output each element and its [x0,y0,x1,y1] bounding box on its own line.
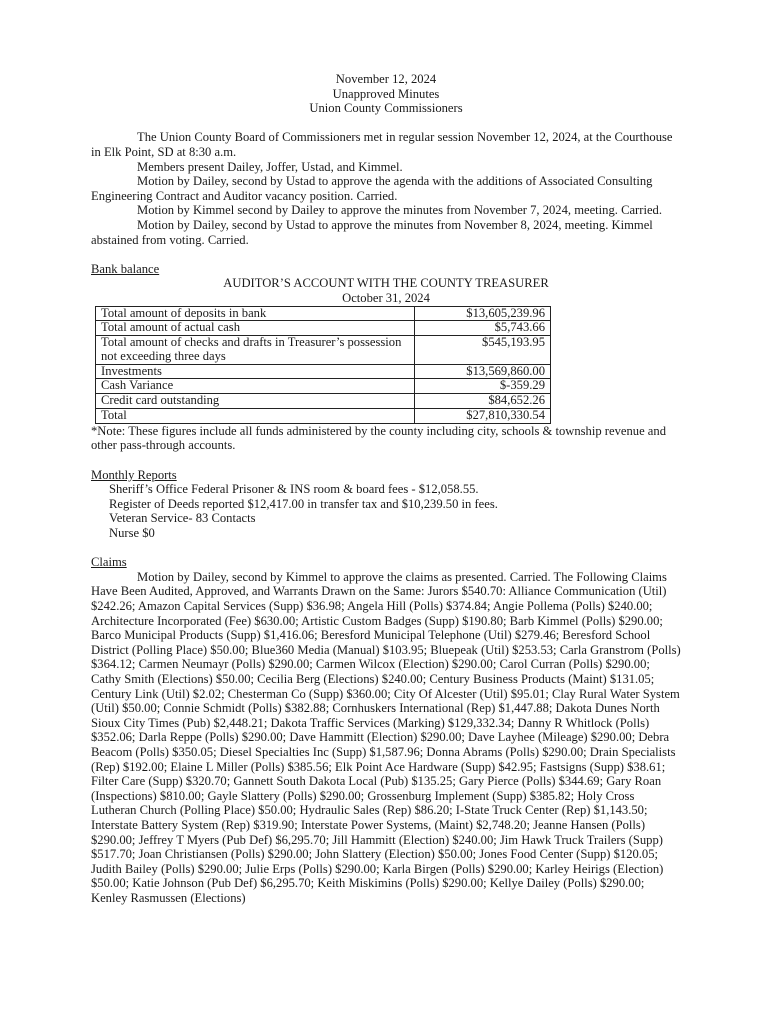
auditor-account-title: AUDITOR’S ACCOUNT WITH THE COUNTY TREASURER [223,276,549,291]
table-row [96,306,551,321]
row-amount: $13,605,239.96 [415,306,551,321]
row-label: Total [96,409,415,424]
table-row [96,394,551,409]
claims-motion: Motion by Dailey, second by Kimmel to approve the claims as presented. Carried. The Following Claims Have Been Audited, Approved, and Warrants Drawn on the Same: Jurors $540.70: Alliance Communication (Util) $242.26; Amazon Capital Services (Supp) $36.98; Angela Hill (Polls) $374.84; Angie Pollema (Polls) $240.00; Architecture Incorporated (Fee) $630.00; Artistic Custom Badges (Supp) $190.80; Barb Kimmel (Polls) $290.00; Barco Municipal Products (Supp) $1,416.06; Beresford Municipal Telephone (Util) $279.46; Beresford School District (Polling Place) $50.00; Blue360 Media (Manual) $103.95; Bluepeak (Util) $253.53; Carla Granstrom (Polls) $364.12; Carmen Neumayr (Polls) $290.00; Carmen Wilcox (Election) $290.00; Carol Curran (Polls) $290.00; Cathy Smith (Elections) $50.00; Cecilia Berg (Elections) $240.00; Century Business Products (Maint) $131.05; Century Link (Util) $2.02; Chesterman Co (Supp) $360.00; City Of Alcester (Util) $95.01; Clay Rural Water System (Util) $50.00; Connie Schmidt (Polls) $382.88; Cornhuskers International (Rep) $1,447.88; Dakota Dunes North Sioux City Times (Pub) $2,448.21; Dakota Traffic Services (Marking) $129,332.34; Danny R Whitlock (Polls) $352.06; Darla Reppe (Polls) $290.00; Dave Hammitt (Election) $290.00; Dave Layhee (Mileage) $290.00; Debra Beacom (Polls) $350.05; Diesel Specialties Inc (Supp) $1,587.96; Donna Abrams (Polls) $290.00; Drain Specialists (Rep) $192.00; Elaine L Miller (Polls) $385.56; Elk Point Ace Hardware (Supp) $42.95; Fastsigns (Supp) $38.61; Filter Care (Supp) $320.70; Gannett South Dakota Local (Pub) $135.25; Gary Pierce (Polls) $344.69; Gary Roan (Inspections) $810.00; Gayle Slattery (Polls) $290.00; Grossenburg Implement (Supp) $385.82; Holy Cross Lutheran Church (Polling Place) $50.00; Hydraulic Sales (Rep) $86.20; I-State Truck Center (Rep) $1,143.50; Interstate Battery System (Rep) $319.90; Interstate Power Systems, (Maint) $2,748.20; Jeanne Hansen (Polls) $290.00; Jeffrey T Myers (Pub Def) $6,295.70; Jill Hammitt (Election) $240.00; Jim Hawk Truck Trailers (Supp) $517.70; Joan Christiansen (Polls) $290.00; John Slattery (Election) $50.00; Jones Food Center (Supp) $120.05; Judith Bailey (Polls) $290.00; Julie Erps (Polls) $290.00; Karla Birgen (Polls) $290.00; Karley Heirigs (Election) $50.00; Katie Johnson (Pub Def) $6,295.70; Keith Miskimins (Polls) $290.00; Kellye Dailey (Polls) $290.00; Kenley Rasmussen (Elections) [91,569,681,905]
members-present: Members present Dailey, Joffer, Ustad, and Kimmel. [137,159,403,174]
row-label: Total amount of checks and drafts in Treasurer’s possession not exceeding three days [96,336,415,365]
table-row [96,336,551,365]
monthly-reports-title: Monthly Reports [91,467,177,482]
table-row [96,321,551,336]
row-amount: $545,193.95 [415,336,551,365]
veteran-service-report: Veteran Service- 83 Contacts [109,511,256,526]
minutes-motion-nov8: Motion by Dailey, second by Ustad to approve the minutes from November 8, 2024, meeting. Kimmel abstained from voting. Carried. [91,217,653,247]
row-amount: $-359.29 [415,379,551,394]
row-label: Total amount of actual cash [96,321,415,336]
row-amount: $84,652.26 [415,394,551,409]
auditor-account-date: October 31, 2024 [342,290,430,305]
agenda-motion: Motion by Dailey, second by Ustad to approve the agenda with the additions of Associated Consulting Engineering Contract and Auditor vacancy position. Carried. [91,174,653,203]
claims-section [91,555,681,905]
bank-balance-section [91,262,681,453]
minutes-motion-nov7: Motion by Kimmel second by Dailey to approve the minutes from November 7, 2024, meeting. Carried. [137,203,662,218]
intro-paragraph: The Union County Board of Commissioners met in regular session November 12, 2024, at the Courthouse in Elk Point, SD at 8:30 a.m. [91,130,673,159]
table-row [96,379,551,394]
row-label: Cash Variance [96,379,415,394]
row-label: Credit card outstanding [96,394,415,409]
document-page [91,72,681,905]
intro-section [91,130,681,247]
bank-note: *Note: These figures include all funds administered by the county including city, schools & township revenue and other pass-through accounts. [91,423,666,453]
document-header [91,72,681,116]
table-row [96,409,551,424]
sheriff-report: Sheriff’s Office Federal Prisoner & INS room & board fees - $12,058.55. [109,482,479,497]
nurse-report: Nurse $0 [109,526,155,541]
table-row [96,364,551,379]
meeting-date: November 12, 2024 [335,72,437,86]
row-label: Investments [96,364,415,379]
governing-body: Union County Commissioners [309,101,463,116]
row-amount: $27,810,330.54 [415,409,551,424]
bank-balance-title: Bank balance [91,261,160,276]
claims-title: Claims [91,555,127,570]
register-deeds-report: Register of Deeds reported $12,417.00 in transfer tax and $10,239.50 in fees. [109,496,498,511]
bank-balance-table [95,306,551,424]
monthly-reports-section [91,468,681,541]
minutes-status: Unapproved Minutes [332,86,440,101]
row-label: Total amount of deposits in bank [96,306,415,321]
row-amount: $13,569,860.00 [415,364,551,379]
row-amount: $5,743.66 [415,321,551,336]
